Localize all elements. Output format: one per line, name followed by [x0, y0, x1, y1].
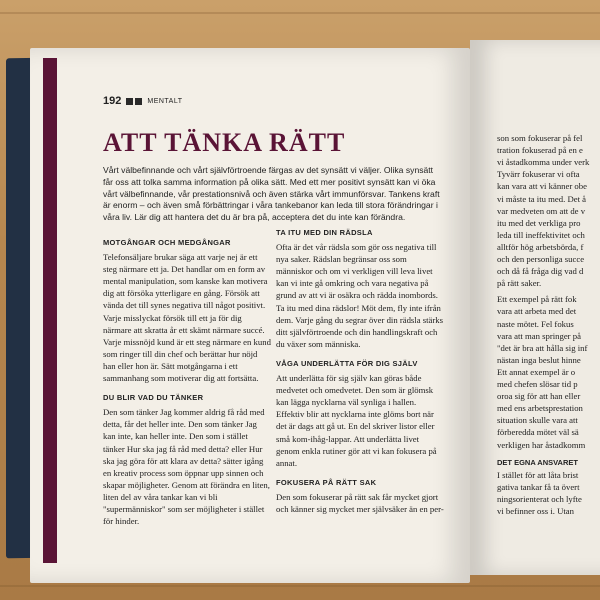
- section-heading: VÅGA UNDERLÄTTA FÖR DIG SJÄLV: [276, 358, 418, 368]
- intro-text: Vårt välbefinnande och vårt självförtroende färgas av det synsätt vi väljer. Olika synsätt får oss att tolka samma information på olika sätt. Med ett mer positivt synsätt kan vi öka vårt välbefinnande, vår prestationsnivå och även stärka vårt immunförsvar. Tankens kraft är enorm – och även små förbättringar i våra tankebanor kan leda till stora förändringar i våra liv. Lär dig att hantera det du är bra på, acceptera det du inte kan förändra.: [103, 165, 440, 223]
- facing-line: gativa tankar få ta övert: [497, 481, 580, 492]
- facing-line: vi befinner oss i. Utan: [497, 506, 574, 516]
- section-label: MENTALT: [147, 97, 183, 105]
- section-heading: TA ITU MED DIN RÄDSLA: [276, 228, 373, 237]
- facing-line: tration fokuserad på en e: [497, 145, 583, 156]
- facing-line: på rätt saker.: [497, 278, 542, 289]
- facing-line: leda till ineffektivitet och: [497, 229, 585, 240]
- facing-line: Ett annat exempel är o: [497, 366, 576, 377]
- facing-line: och den personliga succe: [497, 254, 585, 264]
- facing-line: oroa sig för att han eller: [497, 391, 581, 402]
- page-header: [103, 95, 183, 107]
- facing-line: kan vara att vi känner obe: [497, 181, 587, 192]
- square-icon: [135, 98, 142, 105]
- facing-line: vara att man springer på: [497, 330, 581, 341]
- section-text: Telefonsäljare brukar säga att varje nej är ett steg närmare ett ja. Det handlar om en form av mental manipulation, som kanske kan motivera dig att försöka ytterligare en gång. Försök att vända det till synes negativa till något positivt. Varje misslyckat försök till ett ja för dig närmare att skratta år ett skämt närmare succé. Varje missnöjd kund är ett steg närmare en kund som ringer till din chef och berättar hur nöjd han eller hon är. Sätt motgångarna i ett sammanhang som motiverar dig att fortsätta.: [103, 252, 271, 384]
- section-text: Den som fokuserar på rätt sak får mycket gjort och känner sig mycket mer självsäker än en per-: [276, 491, 444, 514]
- page-title: ATT TÄNKA RÄTT: [103, 128, 346, 157]
- facing-line: nästan inga beslut hinne: [497, 354, 581, 365]
- left-column: [103, 237, 271, 535]
- section-text: Att underlätta för sig själv kan göras både medvetet och omedvetet. Den som är glömsk kan lägga nycklarna väl synliga i hallen. Effektiv blir att nycklarna inte glöms bort när det är dags att gå ut. En del skriver listor eller små kom-ihåg-lappar. Att underlätta livet genom enkla rutiner gör att vi kan fokusera på annat.: [276, 373, 437, 468]
- facing-line: vi måste ta itu med. Det å: [497, 193, 587, 204]
- facing-line: Tyvärr fokuserar vi ofta: [497, 169, 580, 180]
- facing-line: var medveten om att de v: [497, 205, 586, 216]
- section-heading: MOTGÅNGAR OCH MEDGÅNGAR: [103, 238, 231, 247]
- section-text: Den som tänker Jag kommer aldrig få råd med detta, får det heller inte. Den som tänker Jag kan inte, kan heller inte. Den som i stället tänker Hur ska jag få råd med detta? eller Hur ska jag göra för att klara av detta? sätter igång en kreativ process som öppnar upp sinnen och skapar möjligheter. Genom att förändra en liten, liten del av våra tankar kan vi bli "supermänniskor" som ser möjligheter i stället för hinder.: [103, 407, 270, 527]
- wood-grain: [0, 12, 600, 14]
- facing-line: ningsorienterat och lyfte: [497, 493, 582, 504]
- section-heading: DU BLIR VAD DU TÄNKER: [103, 393, 204, 403]
- facing-line: med chefen slösar tid p: [497, 379, 578, 389]
- facing-line: vara att arbeta med det: [497, 306, 577, 317]
- section-text: Ofta är det vår rädsla som gör oss negativa till nya saker. Rädslan begränsar oss som människor och om vi verkligen vill leva livet kan vi inte gå omkring och vara negativa på grund av att vi är osäkra och rädda inombords. Ta itu med dina rädslor! Möt dem, fly inte ifrån dem. Varje gång du segrar över din rädsla stärks ditt självförtroende och din handlingskraft och du växer som människa.: [276, 242, 444, 349]
- page-number: 192: [103, 95, 122, 107]
- facing-heading: DET EGNA ANSVARET: [497, 457, 578, 467]
- facing-line: vi åstadkomma under verk: [497, 157, 590, 168]
- section-heading: FOKUSERA PÅ RÄTT SAK: [276, 477, 377, 487]
- facing-line: Ett exempel på rätt fok: [497, 294, 577, 305]
- facing-line: förberedda mötet väl sä: [497, 427, 579, 438]
- facing-line: verkligen har åstadkomm: [497, 439, 586, 450]
- facing-line: och då få fråga dig vad d: [497, 266, 584, 277]
- facing-line: I stället för att låta brist: [497, 469, 579, 480]
- facing-line: "det är bra att hålla sig inf: [497, 342, 588, 353]
- page-accent-bar: [43, 58, 57, 563]
- facing-line: son som fokuserar på fel: [497, 133, 583, 143]
- facing-line: situation skulle vara att: [497, 415, 578, 426]
- right-column: [276, 227, 444, 523]
- facing-line: alltför hög arbetsbörda, f: [497, 241, 584, 252]
- facing-line: med ens arbetsprestation: [497, 403, 583, 414]
- square-icon: [126, 98, 133, 105]
- wood-grain: [0, 585, 600, 587]
- facing-line: itu med det verkliga pro: [497, 217, 581, 228]
- facing-line: naste mötet. Fel fokus: [497, 318, 574, 329]
